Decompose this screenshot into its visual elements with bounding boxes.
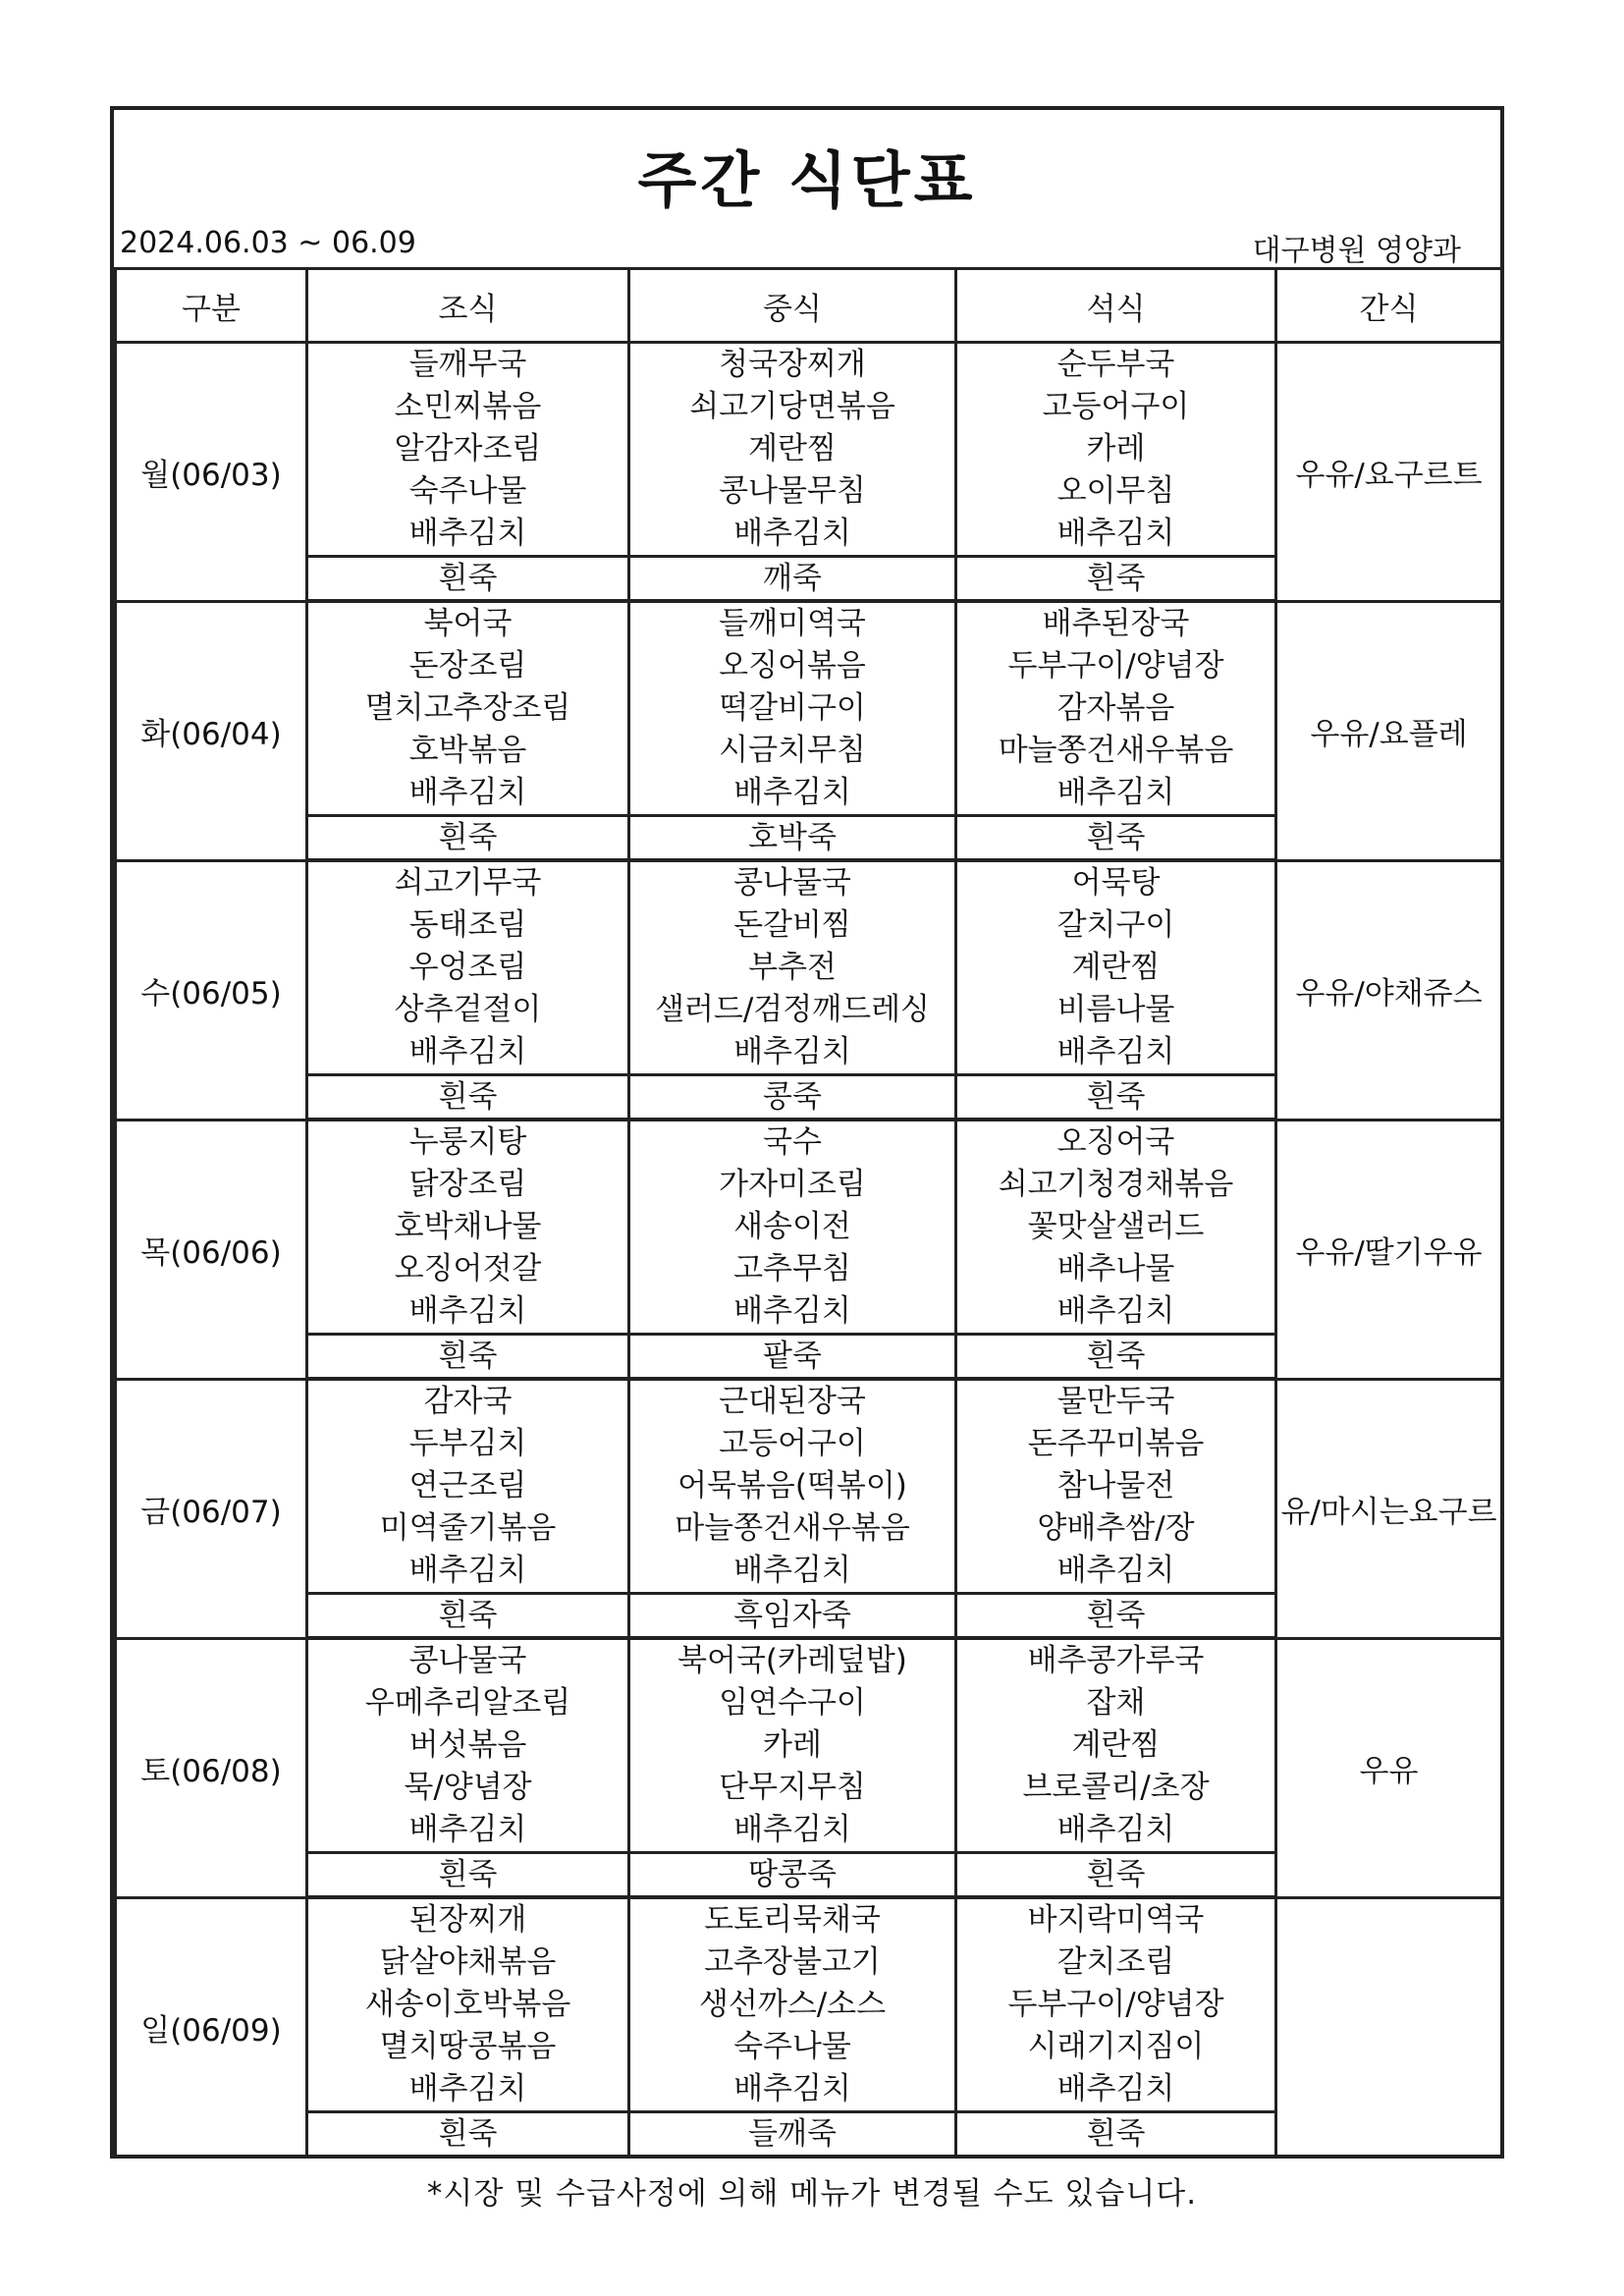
menu-item: 콩나물무침 — [719, 473, 866, 509]
menu-item: 감자국 — [423, 1384, 513, 1419]
menu-item: 배추김치 — [1056, 1293, 1175, 1329]
menu-item: 배추김치 — [1056, 516, 1175, 551]
menu-item: 고추장불고기 — [704, 1944, 881, 1980]
snack-cell: 우유/요플레 — [1276, 601, 1502, 860]
lunch-porridge: 들깨죽 — [629, 2112, 956, 2158]
menu-item: 카레 — [1086, 431, 1146, 466]
menu-item: 고추무침 — [733, 1251, 851, 1286]
day-label: 목(06/06) — [116, 1120, 307, 1379]
menu-item: 꽃맛살샐러드 — [1027, 1209, 1205, 1244]
menu-item: 콩나물국 — [408, 1643, 527, 1678]
menu-item: 배추김치 — [1056, 1034, 1175, 1069]
menu-item: 계란찜 — [748, 431, 837, 466]
menu-item: 양배추쌈/장 — [1037, 1510, 1195, 1546]
menu-item: 부추전 — [748, 950, 837, 985]
menu-item: 물만두국 — [1056, 1384, 1175, 1419]
page-title: 주간 식단표 — [637, 144, 977, 216]
menu-item: 배추김치 — [733, 775, 851, 810]
menu-item: 계란찜 — [1071, 1727, 1161, 1763]
dinner-menu-cell — [956, 343, 1276, 557]
menu-item: 고등어구이 — [719, 1426, 866, 1461]
header-dinner: 석식 — [956, 269, 1276, 343]
footnote: *시장 및 수급사정에 의해 메뉴가 변경될 수도 있습니다. — [426, 2176, 1198, 2212]
menu-item: 배추김치 — [408, 775, 527, 810]
dinner-menu-cell — [956, 1897, 1276, 2112]
day-row — [116, 601, 1502, 816]
menu-sheet — [110, 106, 1504, 2159]
day-row — [116, 860, 1502, 1075]
breakfast-porridge: 흰죽 — [307, 1853, 629, 1898]
menu-item: 샐러드/검정깨드레싱 — [655, 992, 930, 1027]
menu-item: 배추김치 — [408, 1034, 527, 1069]
menu-item: 시래기지짐이 — [1027, 2029, 1205, 2064]
menu-item: 청국장찌개 — [719, 347, 866, 382]
lunch-porridge: 땅콩죽 — [629, 1853, 956, 1898]
menu-item: 갈치조림 — [1056, 1944, 1175, 1980]
menu-item: 두부구이/양념장 — [1007, 648, 1224, 683]
breakfast-menu-cell — [307, 1120, 629, 1335]
snack-cell: 우유/딸기우유 — [1276, 1120, 1502, 1379]
menu-item: 배추김치 — [733, 1812, 851, 1847]
menu-item: 호박볶음 — [408, 733, 527, 768]
menu-item: 배추된장국 — [1042, 606, 1190, 641]
day-label: 월(06/03) — [116, 343, 307, 602]
lunch-menu-cell — [629, 1897, 956, 2112]
menu-item: 카레 — [763, 1727, 822, 1763]
menu-item: 떡갈비구이 — [719, 690, 866, 726]
menu-item: 쇠고기무국 — [394, 865, 542, 901]
menu-item: 배추김치 — [408, 1293, 527, 1329]
dinner-menu-cell — [956, 1120, 1276, 1335]
lunch-porridge: 콩죽 — [629, 1075, 956, 1121]
menu-item: 버섯볶음 — [408, 1727, 527, 1763]
snack-cell: 우유/요구르트 — [1276, 343, 1502, 602]
day-row — [116, 343, 1502, 557]
menu-item: 국수 — [763, 1124, 822, 1160]
menu-item: 고등어구이 — [1042, 389, 1190, 424]
department-name: 대구병원 영양과 — [1252, 234, 1461, 268]
menu-item: 소민찌볶음 — [394, 389, 542, 424]
menu-item: 배추김치 — [1056, 1553, 1175, 1588]
menu-item: 배추김치 — [733, 516, 851, 551]
breakfast-menu-cell — [307, 860, 629, 1075]
day-label: 토(06/08) — [116, 1638, 307, 1897]
day-label: 일(06/09) — [116, 1897, 307, 2157]
dinner-porridge: 흰죽 — [956, 816, 1276, 861]
breakfast-menu-cell — [307, 1897, 629, 2112]
menu-item: 오징어볶음 — [719, 648, 866, 683]
menu-item: 누룽지탕 — [408, 1124, 527, 1160]
menu-item: 잡채 — [1086, 1685, 1146, 1721]
date-range: 2024.06.03 ~ 06.09 — [120, 226, 416, 260]
snack-cell: 유/마시는요구르 — [1276, 1379, 1502, 1638]
menu-item: 북어국 — [423, 606, 513, 641]
menu-item: 묵/양념장 — [404, 1770, 532, 1805]
dinner-menu-cell — [956, 1638, 1276, 1853]
menu-item: 배추김치 — [733, 1034, 851, 1069]
menu-item: 두부김치 — [408, 1426, 527, 1461]
lunch-menu-cell — [629, 860, 956, 1075]
menu-item: 들깨무국 — [408, 347, 527, 382]
menu-item: 바지락미역국 — [1027, 1902, 1205, 1938]
menu-item: 임연수구이 — [719, 1685, 866, 1721]
menu-item: 배추김치 — [408, 516, 527, 551]
lunch-porridge: 호박죽 — [629, 816, 956, 861]
lunch-menu-cell — [629, 1379, 956, 1594]
breakfast-porridge: 흰죽 — [307, 1594, 629, 1639]
breakfast-porridge: 흰죽 — [307, 1075, 629, 1121]
menu-item: 알감자조림 — [394, 431, 542, 466]
snack-cell: 우유 — [1276, 1638, 1502, 1897]
lunch-menu-cell — [629, 1638, 956, 1853]
menu-item: 배추김치 — [1056, 2071, 1175, 2106]
day-label: 금(06/07) — [116, 1379, 307, 1638]
menu-item: 참나물전 — [1056, 1468, 1175, 1503]
day-row — [116, 1897, 1502, 2112]
header-breakfast: 조식 — [307, 269, 629, 343]
menu-item: 시금치무침 — [719, 733, 866, 768]
menu-item: 감자볶음 — [1056, 690, 1175, 726]
menu-item: 브로콜리/초장 — [1022, 1770, 1210, 1805]
menu-item: 배추김치 — [408, 2071, 527, 2106]
menu-item: 들깨미역국 — [719, 606, 866, 641]
dinner-menu-cell — [956, 601, 1276, 816]
breakfast-menu-cell — [307, 1379, 629, 1594]
header-lunch: 중식 — [629, 269, 956, 343]
dinner-menu-cell — [956, 860, 1276, 1075]
lunch-porridge: 팥죽 — [629, 1335, 956, 1380]
menu-item: 새송이호박볶음 — [364, 1987, 571, 2022]
menu-item: 연근조림 — [408, 1468, 527, 1503]
menu-item: 순두부국 — [1056, 347, 1175, 382]
breakfast-porridge: 흰죽 — [307, 816, 629, 861]
menu-item: 멸치땅콩볶음 — [379, 2029, 557, 2064]
breakfast-porridge: 흰죽 — [307, 2112, 629, 2158]
snack-cell — [1276, 1897, 1502, 2157]
dinner-porridge: 흰죽 — [956, 1594, 1276, 1639]
day-label: 화(06/04) — [116, 601, 307, 860]
header-category: 구분 — [116, 269, 307, 343]
menu-item: 마늘쫑건새우볶음 — [675, 1510, 910, 1546]
menu-item: 어묵탕 — [1071, 865, 1161, 901]
weekly-menu-table — [114, 267, 1503, 2159]
menu-item: 돈갈비찜 — [733, 907, 851, 943]
dinner-menu-cell — [956, 1379, 1276, 1594]
menu-item: 미역줄기볶음 — [379, 1510, 557, 1546]
menu-item: 호박채나물 — [394, 1209, 542, 1244]
menu-item: 어묵볶음(떡볶이) — [677, 1468, 907, 1503]
menu-item: 상추겉절이 — [394, 992, 542, 1027]
menu-item: 오징어국 — [1056, 1124, 1175, 1160]
menu-item: 우엉조림 — [408, 950, 527, 985]
breakfast-menu-cell — [307, 343, 629, 557]
menu-item: 배추김치 — [733, 1553, 851, 1588]
day-row — [116, 1120, 1502, 1335]
snack-cell: 우유/야채쥬스 — [1276, 860, 1502, 1120]
dinner-porridge: 흰죽 — [956, 1075, 1276, 1121]
menu-item: 오징어젓갈 — [394, 1251, 542, 1286]
menu-item: 마늘쫑건새우볶음 — [998, 733, 1234, 768]
menu-item: 배추김치 — [1056, 775, 1175, 810]
menu-item: 동태조림 — [408, 907, 527, 943]
menu-item: 멸치고추장조림 — [364, 690, 571, 726]
menu-item: 배추김치 — [733, 2071, 851, 2106]
menu-item: 생선까스/소스 — [698, 1987, 887, 2022]
menu-item: 배추김치 — [1056, 1812, 1175, 1847]
dinner-porridge: 흰죽 — [956, 1853, 1276, 1898]
breakfast-menu-cell — [307, 1638, 629, 1853]
dinner-porridge: 흰죽 — [956, 557, 1276, 602]
lunch-porridge: 흑임자죽 — [629, 1594, 956, 1639]
lunch-porridge: 깨죽 — [629, 557, 956, 602]
menu-item: 돈주꾸미볶음 — [1027, 1426, 1205, 1461]
dinner-porridge: 흰죽 — [956, 1335, 1276, 1380]
dinner-porridge: 흰죽 — [956, 2112, 1276, 2158]
menu-item: 비름나물 — [1056, 992, 1175, 1027]
menu-item: 배추김치 — [408, 1553, 527, 1588]
menu-item: 숙주나물 — [733, 2029, 851, 2064]
menu-item: 근대된장국 — [719, 1384, 866, 1419]
header-row — [116, 269, 1502, 343]
menu-item: 계란찜 — [1071, 950, 1161, 985]
menu-item: 돈장조림 — [408, 648, 527, 683]
breakfast-menu-cell — [307, 601, 629, 816]
menu-item: 두부구이/양념장 — [1007, 1987, 1224, 2022]
breakfast-porridge: 흰죽 — [307, 557, 629, 602]
menu-item: 닭장조림 — [408, 1167, 527, 1202]
lunch-menu-cell — [629, 601, 956, 816]
menu-item: 닭살야채볶음 — [379, 1944, 557, 1980]
day-label: 수(06/05) — [116, 860, 307, 1120]
menu-item: 배추나물 — [1056, 1251, 1175, 1286]
menu-item: 우메추리알조림 — [364, 1685, 571, 1721]
day-row — [116, 1638, 1502, 1853]
menu-item: 갈치구이 — [1056, 907, 1175, 943]
menu-item: 단무지무침 — [719, 1770, 866, 1805]
menu-item: 배추김치 — [408, 1812, 527, 1847]
menu-item: 도토리묵채국 — [704, 1902, 881, 1938]
lunch-menu-cell — [629, 343, 956, 557]
menu-item: 가자미조림 — [719, 1167, 866, 1202]
menu-item: 쇠고기청경채볶음 — [998, 1167, 1234, 1202]
breakfast-porridge: 흰죽 — [307, 1335, 629, 1380]
day-row — [116, 1379, 1502, 1594]
menu-item: 된장찌개 — [408, 1902, 527, 1938]
menu-item: 숙주나물 — [408, 473, 527, 509]
menu-item: 쇠고기당면볶음 — [689, 389, 895, 424]
menu-item: 배추김치 — [733, 1293, 851, 1329]
lunch-menu-cell — [629, 1120, 956, 1335]
menu-item: 콩나물국 — [733, 865, 851, 901]
menu-item: 새송이전 — [733, 1209, 851, 1244]
header-snack: 간식 — [1276, 269, 1502, 343]
menu-item: 오이무침 — [1056, 473, 1175, 509]
menu-item: 북어국(카레덮밥) — [677, 1643, 907, 1678]
menu-item: 배추콩가루국 — [1027, 1643, 1205, 1678]
